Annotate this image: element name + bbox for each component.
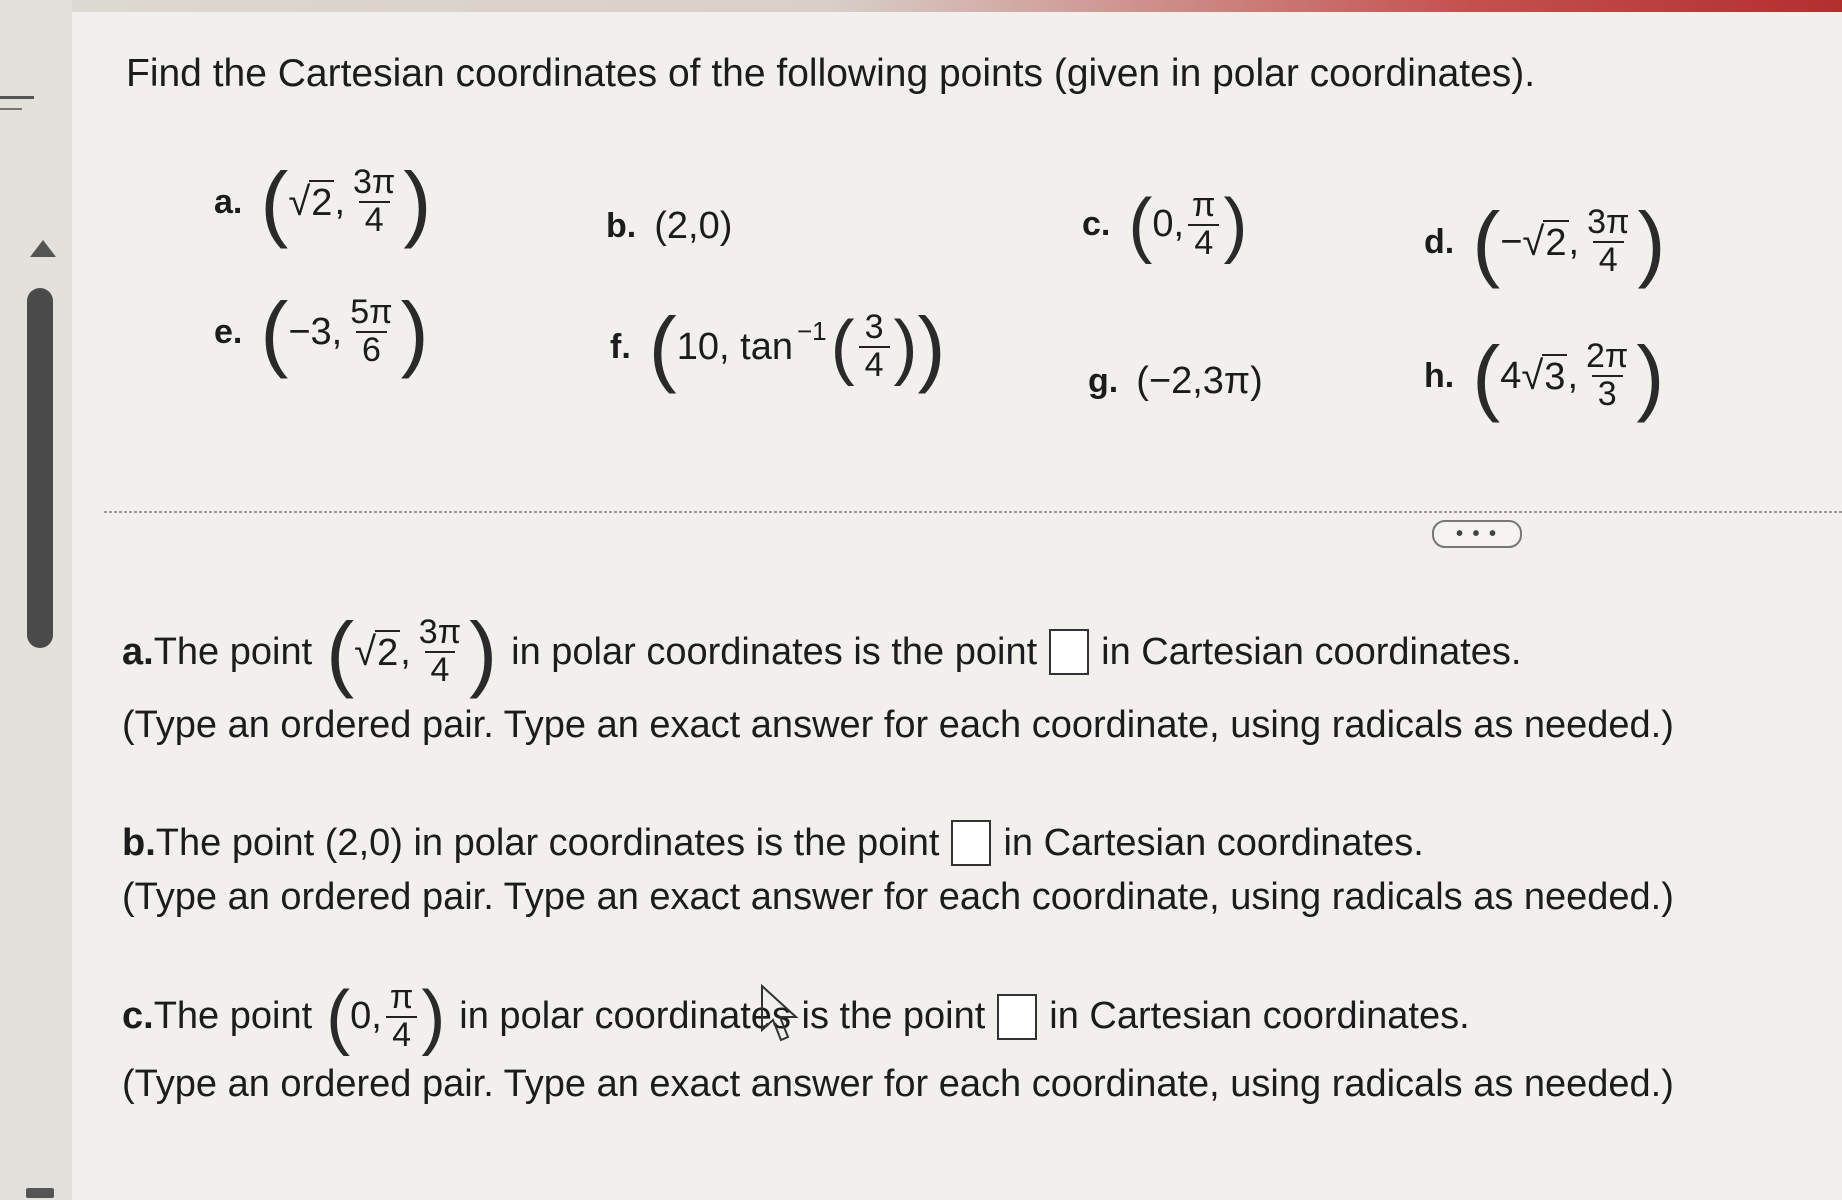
answer-input-c[interactable] — [997, 994, 1037, 1040]
point-b — [606, 205, 732, 248]
answer-input-a[interactable] — [1049, 629, 1089, 675]
dash-icon — [0, 108, 22, 110]
fraction: $\frac{3\pi}{4}$ — [418, 613, 462, 689]
fraction: $\frac{3\pi}{4}$ — [353, 163, 396, 239]
answer-input-b[interactable] — [951, 820, 991, 866]
section-divider — [104, 511, 1842, 513]
point-label: e. — [214, 312, 243, 351]
dash-icon — [0, 96, 34, 99]
part-c: c. The point ( 0, $\frac{\pi}{4}$ ) in polar coordinates is the point in Cartesian coordinates. (Type an ordered pair. Type an exact answer for each coordinate, using radicals as needed.) — [122, 976, 1674, 1106]
sqrt-expression: √ 2 — [354, 629, 399, 674]
point-value: (2,0) — [654, 205, 733, 247]
point-label: g. — [1088, 362, 1119, 400]
left-sidebar — [0, 0, 72, 1200]
part-b: b. The point (2,0) in polar coordinates is the point in Cartesian coordinates. (Type an ordered pair. Type an exact answer for each coordinate, using radicals as needed.) — [122, 821, 1674, 918]
point-value: (−2,3π) — [1136, 360, 1263, 402]
mouse-pointer-icon — [760, 984, 804, 1044]
fraction: $\frac{5\pi}{6}$ — [350, 293, 393, 369]
fraction: $\frac{2\pi}{3}$ — [1586, 337, 1629, 413]
point-label: a. — [214, 182, 243, 221]
point-label: f. — [610, 327, 631, 366]
point-f: f. ( 10, tan $^{-1}$ ( $\frac{3}{4}$ ) ) — [610, 300, 946, 394]
point-d: d. ( − √ 2 , $\frac{3\pi}{4}$ ) — [1424, 195, 1666, 289]
scrollbar-thumb[interactable] — [27, 288, 53, 648]
point-e: e. ( −3, $\frac{5\pi}{6}$ ) — [214, 285, 429, 379]
more-button[interactable]: • • • — [1432, 520, 1522, 548]
point-a: a. ( √ 2 , $\frac{3\pi}{4}$ ) — [214, 155, 432, 249]
hint-text: (Type an ordered pair. Type an exact answer for each coordinate, using radicals as needed.) — [122, 1063, 1674, 1106]
hint-text: (Type an ordered pair. Type an exact answer for each coordinate, using radicals as needed.) — [122, 704, 1674, 746]
sqrt-expression: √ 3 — [1521, 353, 1566, 398]
fraction: $\frac{3\pi}{4}$ — [1587, 203, 1630, 279]
fraction: $\frac{\pi}{4}$ — [1188, 188, 1219, 261]
point-h: h. ( 4 √ 3 , $\frac{2\pi}{3}$ ) — [1424, 329, 1665, 423]
fraction: $\frac{\pi}{4}$ — [386, 980, 417, 1053]
point-label: b. — [606, 207, 637, 245]
sqrt-expression: √ 2 — [288, 179, 333, 224]
sqrt-expression: √ 2 — [1522, 219, 1567, 264]
part-a: a. The point ( √ 2 , $\frac{3\pi}{4}$ ) in polar coordinates is the point in Cartesian coordinates. (Type an ordered pair. Type an exact answer for each coordinate, using radicals as needed.) — [122, 605, 1674, 746]
question-title: Find the Cartesian coordinates of the following points (given in polar coordinates). — [126, 52, 1536, 95]
point-c: c. ( 0, $\frac{\pi}{4}$ ) — [1082, 184, 1248, 265]
point-label: d. — [1424, 222, 1455, 261]
point-g — [1088, 360, 1263, 403]
hint-text: (Type an ordered pair. Type an exact answer for each coordinate, using radicals as needed.) — [122, 876, 1674, 918]
fraction: $\frac{3}{4}$ — [859, 310, 890, 383]
point-label: c. — [1082, 205, 1111, 244]
point-label: h. — [1424, 356, 1455, 395]
scroll-up-icon[interactable] — [30, 240, 56, 257]
scroll-down-icon[interactable] — [26, 1188, 54, 1198]
